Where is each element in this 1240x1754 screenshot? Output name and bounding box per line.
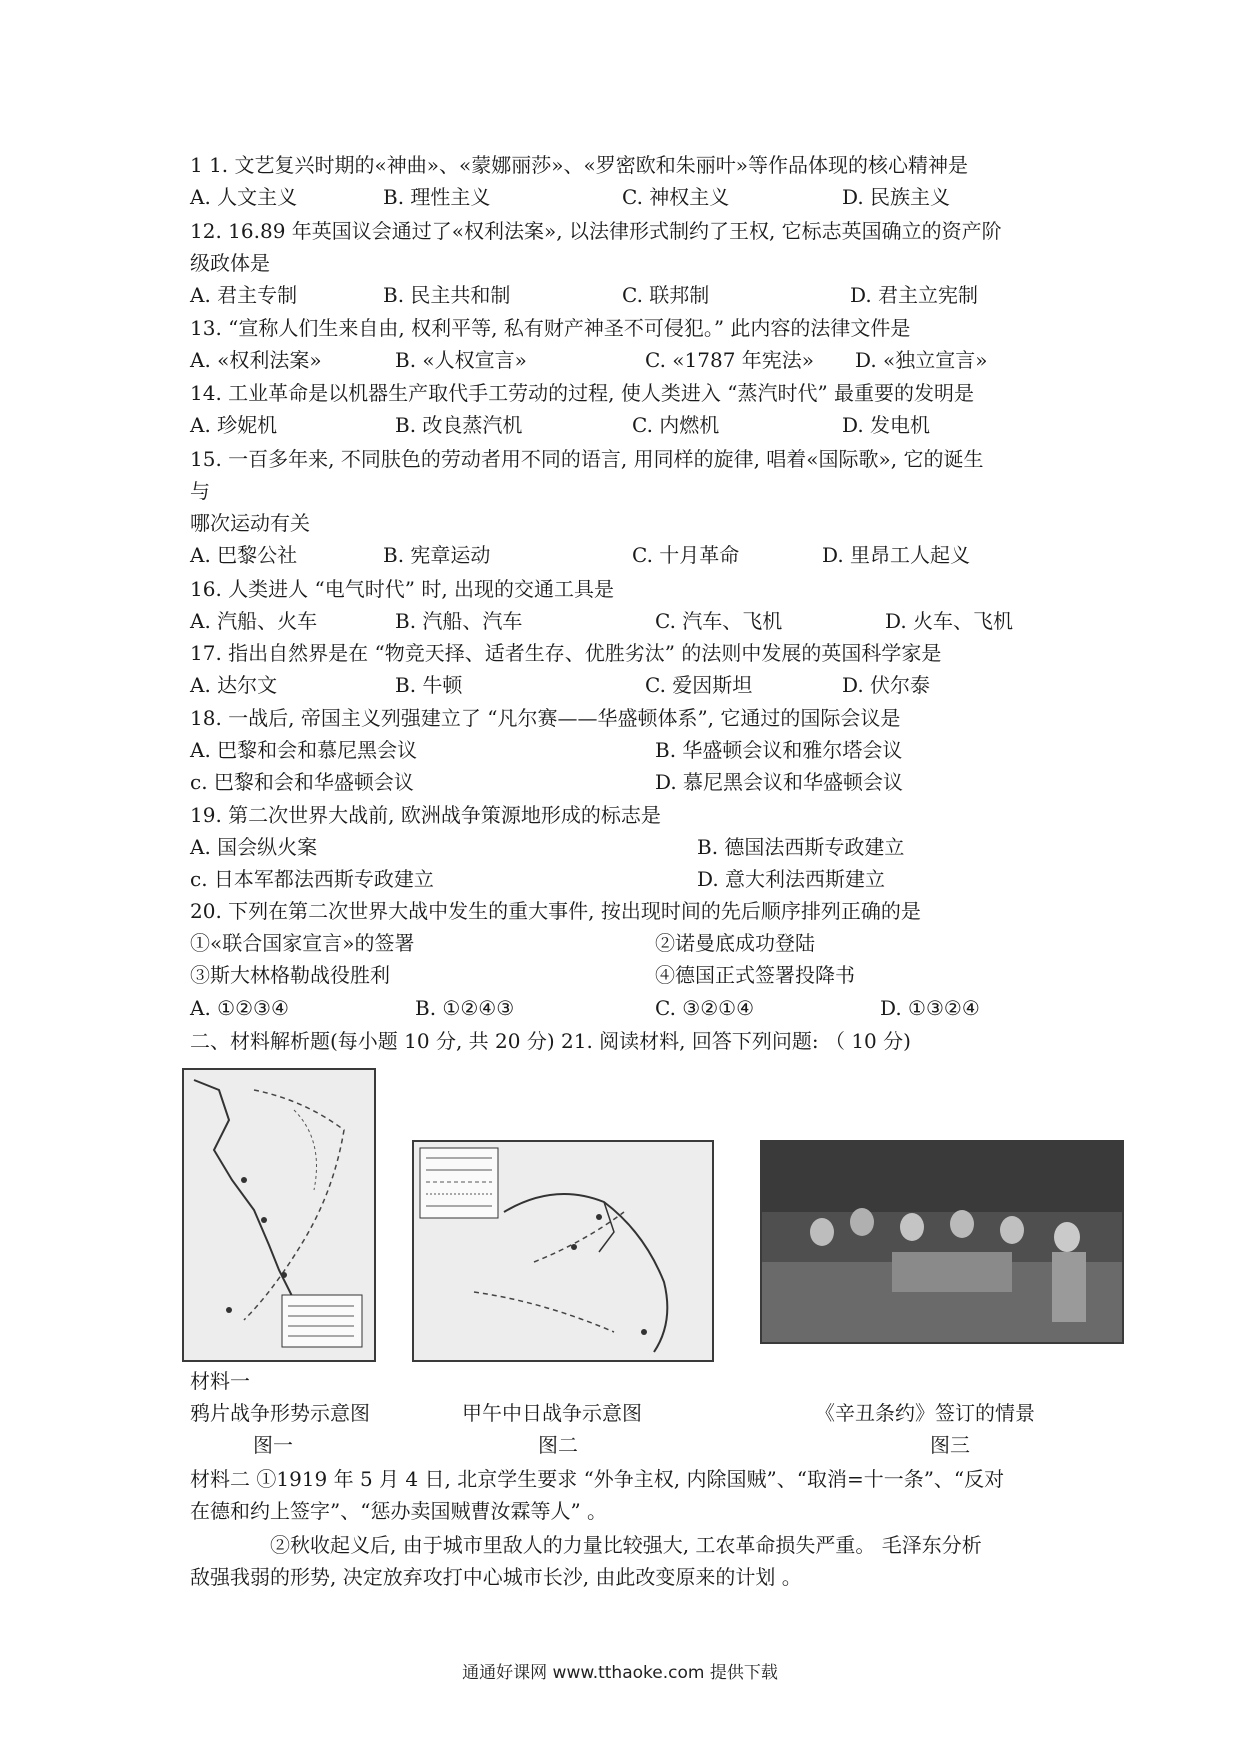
q17-option-c: C. 爱因斯坦 <box>645 673 753 697</box>
material-2-line-4: 敌强我弱的形势, 决定放弃攻打中心城市长沙, 由此改变原来的计划 。 <box>190 1565 802 1589</box>
q14-option-c: C. 内燃机 <box>632 413 720 437</box>
q16-option-b: B. 汽船、汽车 <box>395 609 523 633</box>
q14-option-a: A. 珍妮机 <box>190 413 278 437</box>
material-1-label: 材料一 <box>190 1369 250 1393</box>
q18-option-d: D. 慕尼黑会议和华盛顿会议 <box>655 770 904 794</box>
figure-2-caption: 甲午中日战争示意图 <box>462 1401 642 1425</box>
q11-option-d: D. 民族主义 <box>842 185 951 209</box>
q18-option-b: B. 华盛顿会议和雅尔塔会议 <box>655 738 903 762</box>
q13-option-c: C. «1787 年宪法» <box>645 348 815 372</box>
q20-option-a: A. ①②③④ <box>190 996 289 1020</box>
q20-item-4: ④德国正式签署投降书 <box>655 963 855 987</box>
q11-option-c: C. 神权主义 <box>622 185 730 209</box>
q16-option-d: D. 火车、飞机 <box>885 609 1014 633</box>
q19-option-c: c. 日本军都法西斯专政建立 <box>190 867 434 891</box>
q18-option-a: A. 巴黎和会和慕尼黑会议 <box>190 738 418 762</box>
q13-option-a: A. «权利法案» <box>190 348 322 372</box>
q17-option-b: B. 牛顿 <box>395 673 463 697</box>
question-14-stem: 14. 工业革命是以机器生产取代手工劳动的过程, 使人类进入 “蒸汽时代” 最重要的发明是 <box>190 381 975 405</box>
q11-option-b: B. 理性主义 <box>383 185 491 209</box>
question-17-stem: 17. 指出自然界是在 “物竞天择、适者生存、优胜劣汰” 的法则中发展的英国科学家是 <box>190 641 942 665</box>
q17-option-d: D. 伏尔泰 <box>842 673 931 697</box>
figure-3-label: 图三 <box>930 1433 970 1457</box>
q20-option-b: B. ①②④③ <box>415 996 515 1020</box>
q19-option-b: B. 德国法西斯专政建立 <box>697 835 905 859</box>
q20-option-c: C. ③②①④ <box>655 996 755 1020</box>
q12-option-b: B. 民主共和制 <box>383 283 511 307</box>
figure-1-label: 图一 <box>253 1433 293 1457</box>
question-16-stem: 16. 人类进人 “电气时代” 时, 出现的交通工具是 <box>190 577 615 601</box>
q15-option-d: D. 里昂工人起义 <box>822 543 971 567</box>
question-13-stem: 13. “宣称人们生来自由, 权利平等, 私有财产神圣不可侵犯。” 此内容的法律文件是 <box>190 316 911 340</box>
q14-option-b: B. 改良蒸汽机 <box>395 413 523 437</box>
q20-item-3: ③斯大林格勒战役胜利 <box>190 963 390 987</box>
q19-option-d: D. 意大利法西斯建立 <box>697 867 886 891</box>
boxer-protocol-photo-drawing <box>762 1142 1122 1342</box>
q15-option-c: C. 十月革命 <box>632 543 740 567</box>
section-2-heading: 二、材料解析题(每小题 10 分, 共 20 分) 21. 阅读材料, 回答下列问题: （ 10 分) <box>190 1029 911 1053</box>
q12-option-d: D. 君主立宪制 <box>850 283 979 307</box>
q16-option-c: C. 汽车、飞机 <box>655 609 783 633</box>
question-19-stem: 19. 第二次世界大战前, 欧洲战争策源地形成的标志是 <box>190 803 661 827</box>
q20-item-1: ①«联合国家宣言»的签署 <box>190 931 415 955</box>
figure-1-caption: 鸦片战争形势示意图 <box>190 1401 370 1425</box>
question-18-stem: 18. 一战后, 帝国主义列强建立了 “凡尔赛——华盛顿体系”, 它通过的国际会议是 <box>190 706 901 730</box>
q15-option-b: B. 宪章运动 <box>383 543 491 567</box>
sino-japanese-war-map-image <box>412 1140 714 1362</box>
q12-option-a: A. 君主专制 <box>190 283 298 307</box>
page-footer: 通通好课网 www.tthaoke.com 提供下载 <box>462 1663 778 1683</box>
q14-option-d: D. 发电机 <box>842 413 931 437</box>
figure-3-caption: 《辛丑条约》签订的情景 <box>815 1401 1035 1425</box>
q13-option-d: D. «独立宣言» <box>855 348 988 372</box>
opium-war-map-drawing <box>184 1070 374 1360</box>
question-20-stem: 20. 下列在第二次世界大战中发生的重大事件, 按出现时间的先后顺序排列正确的是 <box>190 899 921 923</box>
q20-item-2: ②诺曼底成功登陆 <box>655 931 815 955</box>
q16-option-a: A. 汽船、火车 <box>190 609 318 633</box>
opium-war-map-image <box>182 1068 376 1362</box>
question-15-stem: 15. 一百多年来, 不同肤色的劳动者用不同的语言, 用同样的旋律, 唱着«国际歌», 它的诞生 <box>190 447 984 471</box>
figure-2-label: 图二 <box>538 1433 578 1457</box>
question-15-stem-cont2: 哪次运动有关 <box>190 511 310 535</box>
q19-option-a: A. 国会纵火案 <box>190 835 318 859</box>
q15-option-a: A. 巴黎公社 <box>190 543 298 567</box>
q17-option-a: A. 达尔文 <box>190 673 278 697</box>
question-12-stem-cont: 级政体是 <box>190 251 270 275</box>
material-2-line-3: ②秋收起义后, 由于城市里敌人的力量比较强大, 工农革命损失严重。 毛泽东分析 <box>270 1533 982 1557</box>
question-12-stem: 12. 16.89 年英国议会通过了«权利法案», 以法律形式制约了王权, 它标志英国确立的资产阶 <box>190 219 1002 243</box>
sino-japanese-war-map-drawing <box>414 1142 712 1360</box>
q18-option-c: c. 巴黎和会和华盛顿会议 <box>190 770 414 794</box>
q20-option-d: D. ①③②④ <box>880 996 980 1020</box>
q12-option-c: C. 联邦制 <box>622 283 710 307</box>
material-2-line-2: 在德和约上签字”、“惩办卖国贼曹汝霖等人” 。 <box>190 1499 608 1523</box>
q13-option-b: B. «人权宣言» <box>395 348 527 372</box>
q11-option-a: A. 人文主义 <box>190 185 298 209</box>
question-15-stem-cont: 与 <box>190 479 210 503</box>
material-2-line-1: 材料二 ①1919 年 5 月 4 日, 北京学生要求 “外争主权, 内除国贼”、“取消=十一条”、“反对 <box>190 1467 1005 1491</box>
boxer-protocol-signing-photo <box>760 1140 1124 1344</box>
question-11-stem: 1 1. 文艺复兴时期的«神曲»、«蒙娜丽莎»、«罗密欧和朱丽叶»等作品体现的核心精神是 <box>190 153 968 177</box>
